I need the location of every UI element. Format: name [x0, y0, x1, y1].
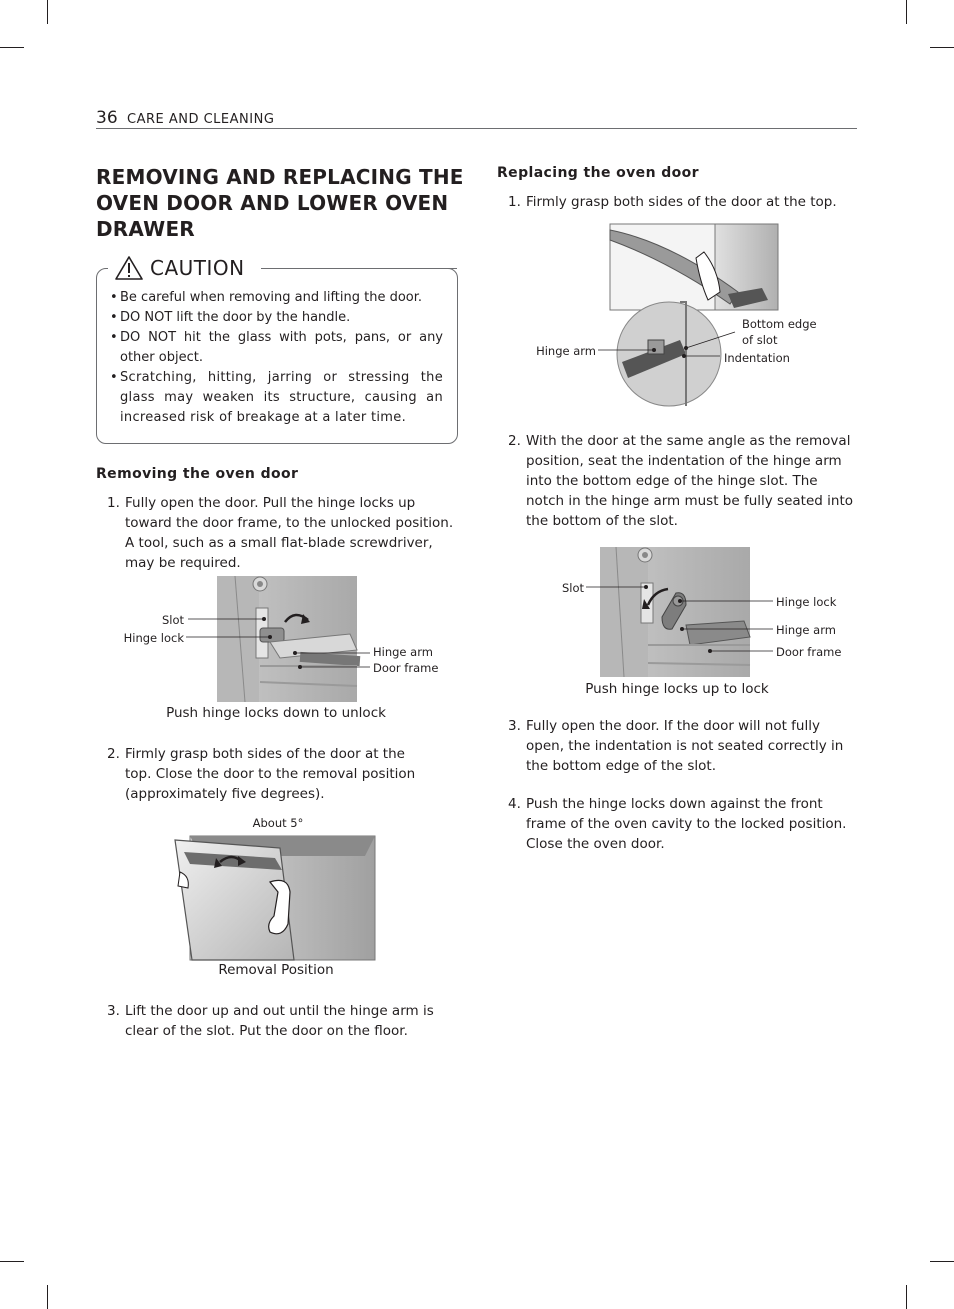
crop-mark — [930, 1261, 954, 1262]
hinge-arm-label: Hinge arm — [373, 645, 433, 659]
hinge-lock-label: Hinge lock — [123, 631, 184, 645]
caution-top-rule — [263, 268, 457, 269]
step-number: 3. — [107, 1003, 120, 1019]
hinge-arm-seat-figure — [530, 222, 830, 408]
bottom-edge-label-2: of slot — [742, 333, 778, 347]
page-title: REMOVING AND REPLACING THE OVEN DOOR AND LOWER OVEN DRAWER — [96, 165, 464, 241]
hinge-lock-label: Hinge lock — [776, 595, 837, 609]
door-frame-label: Door frame — [776, 645, 842, 659]
step-number: 2. — [107, 746, 120, 762]
step-number: 2. — [508, 433, 521, 449]
bottom-edge-label: Bottom edge — [742, 317, 817, 331]
replacing-step-2 — [508, 431, 858, 531]
hinge-arm-label: Hinge arm — [536, 344, 596, 358]
caution-item: • DO NOT hit the glass with pots, pans, or any other object. — [110, 328, 443, 368]
removing-step-3 — [107, 1001, 459, 1041]
step-number: 1. — [508, 194, 521, 210]
warning-icon — [114, 255, 144, 281]
section-title: CARE AND CLEANING — [127, 112, 275, 127]
step-text: Fully open the door. If the door will not fully open, the indentation is not seated correctly in the bottom edge of the slot. — [526, 718, 844, 774]
step-text: With the door at the same angle as the removal position, seat the indentation of the hinge arm into the bottom edge of the hinge slot. The notch in the hinge arm must be fully seated into the bottom of the slot. — [526, 433, 853, 529]
caution-item: • Be careful when removing and lifting the door. — [110, 288, 443, 308]
step-number: 4. — [508, 796, 521, 812]
removing-step-1 — [107, 493, 459, 573]
fig4-caption: Push hinge locks up to lock — [585, 681, 769, 697]
replacing-heading: Replacing the oven door — [497, 165, 699, 181]
door-frame-label: Door frame — [373, 661, 439, 675]
removing-step-2 — [107, 744, 425, 804]
angle-label: About 5° — [252, 816, 304, 830]
caution-header — [108, 253, 261, 283]
step-text: Fully open the door. Pull the hinge locks up toward the door frame, to the unlocked position. A tool, such as a small flat-blade screwdriver, may be required. — [125, 495, 454, 571]
hinge-arm-label: Hinge arm — [776, 623, 836, 637]
slot-label: Slot — [161, 613, 184, 627]
crop-mark — [906, 0, 907, 24]
step-number: 3. — [508, 718, 521, 734]
replacing-step-3 — [508, 716, 858, 776]
replacing-step-4 — [508, 794, 858, 854]
crop-mark — [47, 1285, 48, 1309]
header-rule — [96, 128, 857, 129]
crop-mark — [0, 1261, 24, 1262]
fig2-caption: Removal Position — [218, 962, 334, 978]
step-number: 1. — [107, 495, 120, 511]
step-text: Push the hinge locks down against the front frame of the oven cavity to the locked position. Close the oven door. — [526, 796, 847, 852]
step-text: Lift the door up and out until the hinge arm is clear of the slot. Put the door on the floor. — [125, 1003, 434, 1039]
caution-list — [110, 288, 443, 428]
step-text: Firmly grasp both sides of the door at the top. Close the door to the removal position (approximately five degrees). — [125, 746, 416, 802]
crop-mark — [906, 1285, 907, 1309]
hinge-unlock-figure — [120, 574, 450, 706]
slot-label: Slot — [561, 581, 584, 595]
hinge-lock-figure — [540, 545, 850, 679]
indentation-label: Indentation — [724, 351, 790, 365]
crop-mark — [930, 47, 954, 48]
removal-position-figure — [170, 812, 380, 964]
page-number: 36 — [96, 108, 118, 128]
crop-mark — [47, 0, 48, 24]
replacing-step-1 — [508, 192, 858, 212]
caution-label: CAUTION — [150, 256, 245, 280]
caution-item: • Scratching, hitting, jarring or stressing the glass may weaken its structure, causing an increased risk of breakage at a later time. — [110, 368, 443, 428]
step-text: Firmly grasp both sides of the door at the top. — [526, 194, 837, 210]
crop-mark — [0, 47, 24, 48]
caution-item: • DO NOT lift the door by the handle. — [110, 308, 443, 328]
fig1-caption: Push hinge locks down to unlock — [166, 705, 386, 721]
removing-heading: Removing the oven door — [96, 466, 299, 482]
